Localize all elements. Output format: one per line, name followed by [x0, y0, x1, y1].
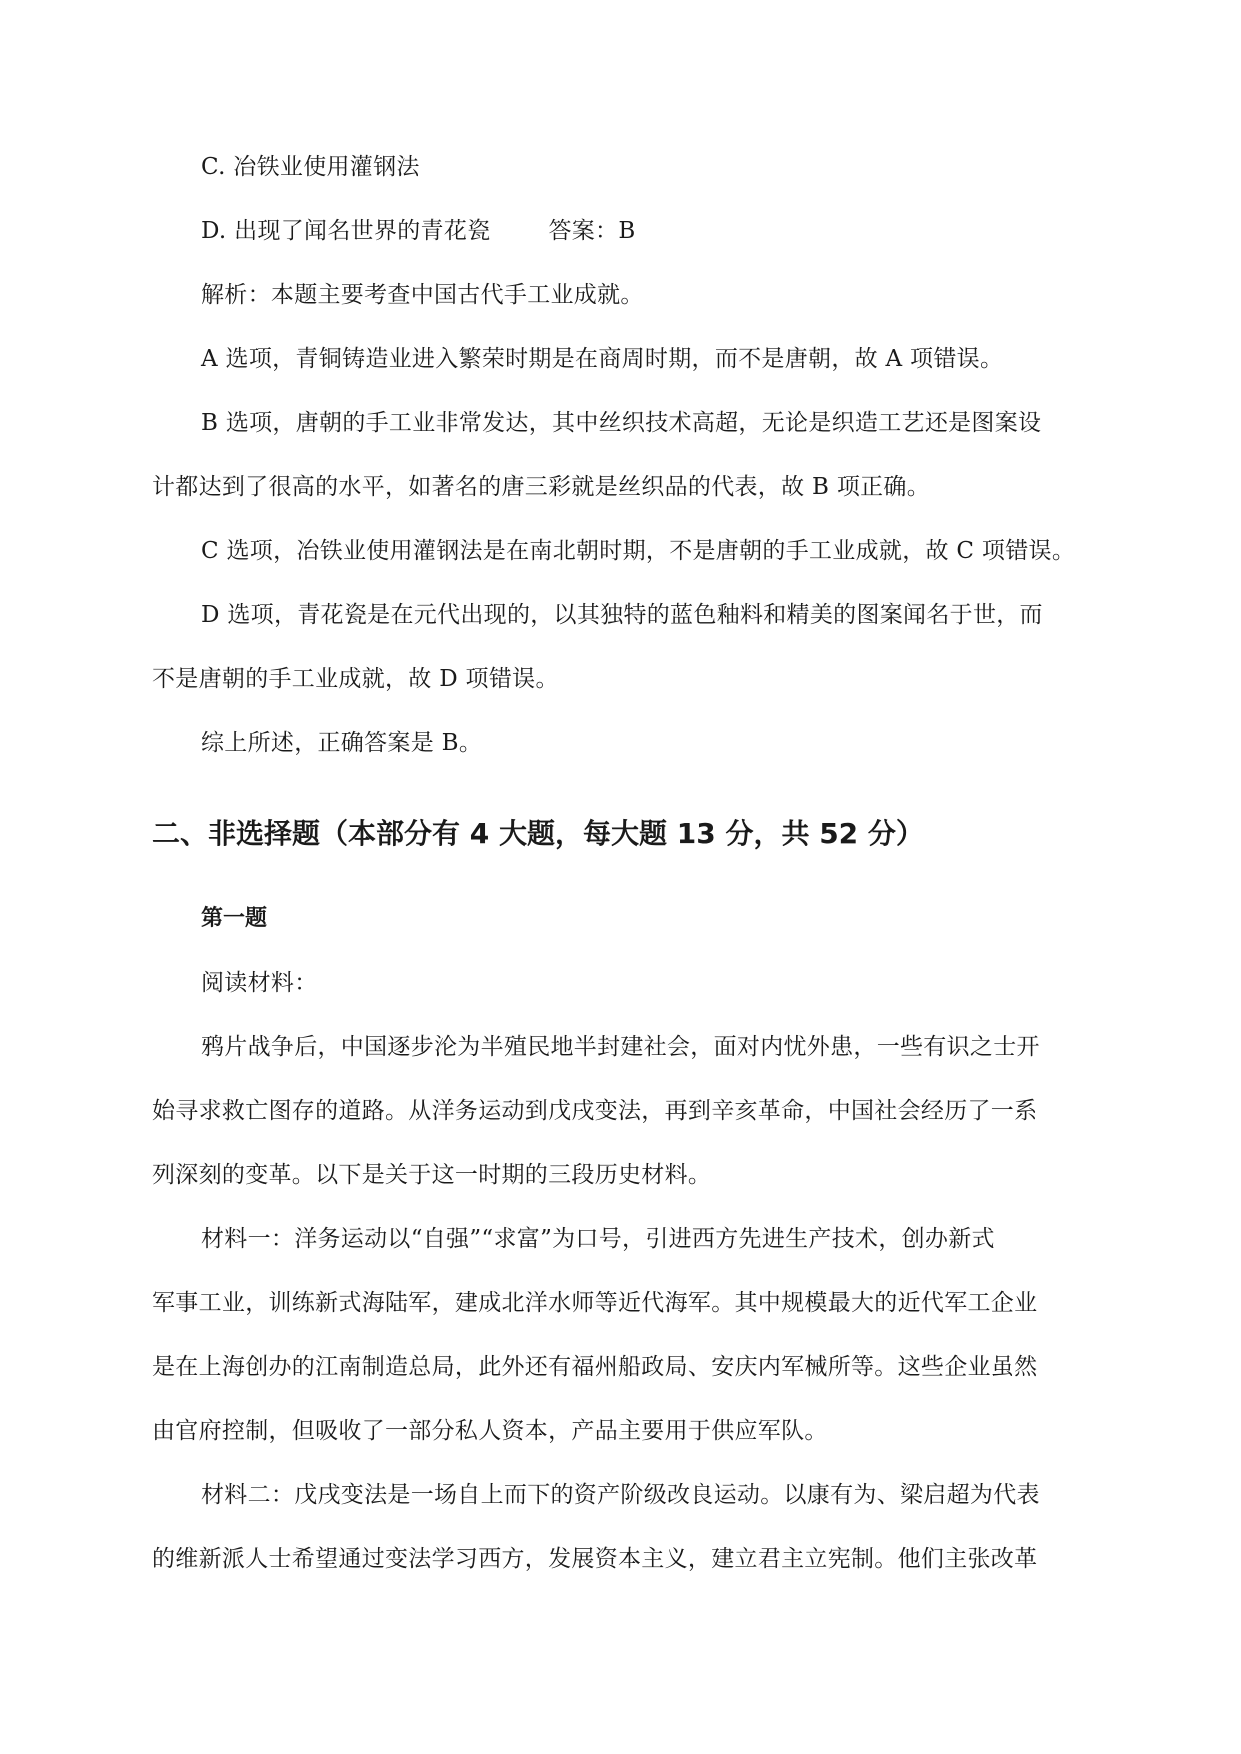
read-prompt: 阅读材料： [201, 970, 318, 996]
option-d-text: D. 出现了闻名世界的青花瓷 [201, 218, 491, 244]
material-2-line-1: 材料二：戊戌变法是一场自上而下的资产阶级改良运动。以康有为、梁启超为代表 [201, 1482, 1040, 1508]
intro-line-1: 鸦片战争后，中国逐步沦为半殖民地半封建社会，面对内忧外患，一些有识之士开 [201, 1034, 1040, 1060]
explanation-option-a: A 选项，青铜铸造业进入繁荣时期是在商周时期，而不是唐朝，故 A 项错误。 [201, 346, 1004, 372]
material-1-line-1: 材料一：洋务运动以“自强”“求富”为口号，引进西方先进生产技术，创办新式 [201, 1226, 995, 1252]
explanation-summary: 综上所述，正确答案是 B。 [201, 730, 483, 756]
explanation-option-c: C 选项，冶铁业使用灌钢法是在南北朝时期，不是唐朝的手工业成就，故 C 项错误。 [201, 538, 1076, 564]
material-1-line-2: 军事工业，训练新式海陆军，建成北洋水师等近代海军。其中规模最大的近代军工企业 [152, 1290, 1038, 1316]
explanation-intro: 解析：本题主要考查中国古代手工业成就。 [201, 282, 644, 308]
answer-text: 答案：B [548, 218, 636, 244]
intro-line-2: 始寻求救亡图存的道路。从洋务运动到戊戌变法，再到辛亥革命，中国社会经历了一系 [152, 1098, 1038, 1124]
material-1-line-3: 是在上海创办的江南制造总局，此外还有福州船政局、安庆内军械所等。这些企业虽然 [152, 1354, 1038, 1380]
material-2-line-2: 的维新派人士希望通过变法学习西方，发展资本主义，建立君主立宪制。他们主张改革 [152, 1546, 1038, 1572]
explanation-option-b-line2: 计都达到了很高的水平，如著名的唐三彩就是丝织品的代表，故 B 项正确。 [152, 474, 931, 500]
explanation-option-d-line1: D 选项，青花瓷是在元代出现的，以其独特的蓝色釉料和精美的图案闻名于世，而 [201, 602, 1043, 628]
intro-line-3: 列深刻的变革。以下是关于这一时期的三段历史材料。 [152, 1162, 712, 1188]
explanation-option-b-line1: B 选项，唐朝的手工业非常发达，其中丝织技术高超，无论是织造工艺还是图案设 [201, 410, 1042, 436]
explanation-option-d-line2: 不是唐朝的手工业成就，故 D 项错误。 [152, 666, 559, 692]
option-d-row [201, 216, 636, 246]
question-label: 第一题 [201, 906, 268, 931]
section-heading: 二、非选择题（本部分有 4 大题，每大题 13 分，共 52 分） [152, 817, 924, 850]
option-c-text: C. 冶铁业使用灌钢法 [201, 154, 420, 180]
material-1-line-4: 由官府控制，但吸收了一部分私人资本，产品主要用于供应军队。 [152, 1418, 828, 1444]
